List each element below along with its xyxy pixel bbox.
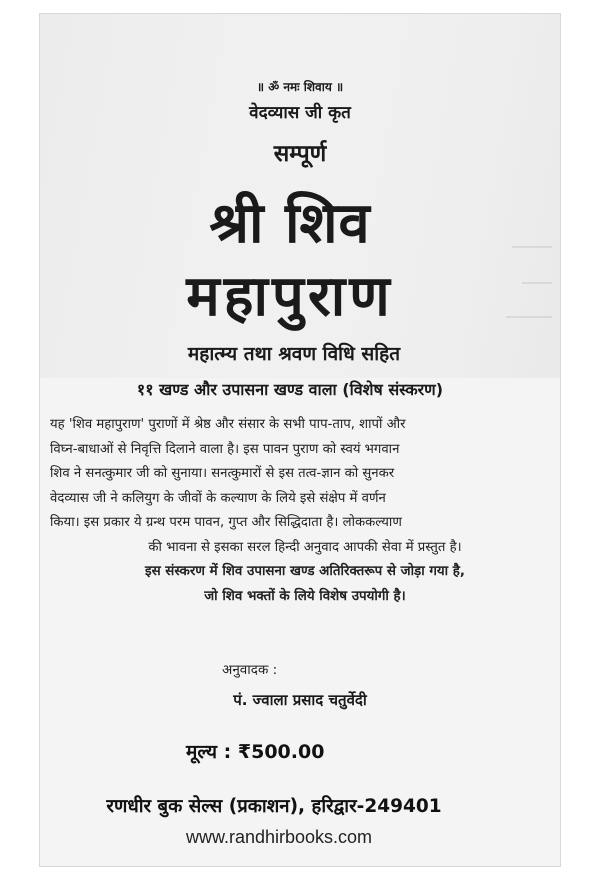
translator-label: अनुवादक : xyxy=(222,662,278,678)
description-line: किया। इस प्रकार ये ग्रन्थ परम पावन, गुप्त और सिद्धिदाता है। लोककल्याण xyxy=(50,515,402,530)
description-line: विघ्न-बाधाओं से निवृत्ति दिलाने वाला है। इस पावन पुराण को स्वयं भगवान xyxy=(50,441,400,457)
highlight-line: इस संस्करण में शिव उपासना खण्ड अतिरिक्तरूप से जोड़ा गया है, xyxy=(145,564,465,579)
book-title-line-1: श्री शिव xyxy=(209,191,371,256)
price-label: मूल्य : ₹500.00 xyxy=(186,741,325,763)
description-line: शिव ने सनत्कुमार जी को सुनाया। सनत्कुमारों से इस तत्व-ज्ञान को सुनकर xyxy=(50,466,395,481)
invocation-text: ॥ ॐ नमः शिवाय ॥ xyxy=(256,80,344,94)
description-line: यह 'शिव महापुराण' पुराणों में श्रेष्ठ और संसार के सभी पाप-ताप, शापों और xyxy=(50,417,406,432)
description-line: वेदव्यास जी ने कलियुग के जीवों के कल्याण के लिये इसे संक्षेप में वर्णन xyxy=(50,490,386,506)
book-subtitle: महात्म्य तथा श्रवण विधि सहित xyxy=(187,343,401,365)
author-line: वेदव्यास जी कृत xyxy=(249,103,351,123)
translator-name: पं. ज्वाला प्रसाद चतुर्वेदी xyxy=(233,691,367,709)
description-line: की भावना से इसका सरल हिन्दी अनुवाद आपकी सेवा में प्रस्तुत है। xyxy=(148,539,462,555)
edition-note: ११ खण्ड और उपासना खण्ड वाला (विशेष संस्करण) xyxy=(136,380,444,399)
complete-label: सम्पूर्ण xyxy=(273,141,327,167)
description-block xyxy=(50,413,560,609)
highlight-line: जो शिव भक्तों के लिये विशेष उपयोगी है। xyxy=(204,588,406,604)
publisher-address: रणधीर बुक सेल्स (प्रकाशन), हरिद्वार-249401 xyxy=(106,796,442,817)
book-title-line-2: महापुराण xyxy=(186,264,394,329)
publisher-website: www.randhirbooks.com xyxy=(185,827,373,847)
